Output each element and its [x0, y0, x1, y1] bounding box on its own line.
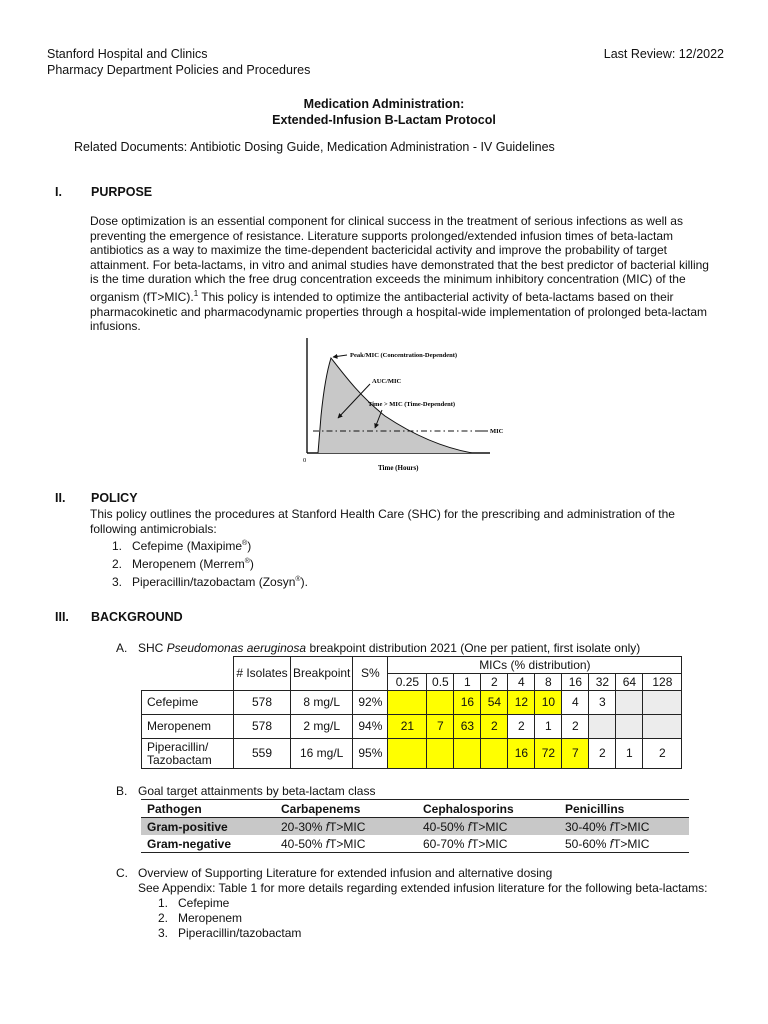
section-title: BACKGROUND [91, 610, 183, 624]
section-number: II. [55, 491, 66, 505]
table-row: Piperacillin/ Tazobactam 559 16 mg/L 95% 16 72 7 2 1 2 [142, 739, 682, 769]
background-c-section: C. Overview of Supporting Literature for extended infusion and alternative dosing See Appendix: Table 1 for more details regarding extended infusion literature for the following beta-lactams: 1. Cefepime 2. Meropenem 3. Piperacillin/tazobactam [116, 866, 716, 941]
list-item: 3. Piperacillin/tazobactam [158, 926, 302, 940]
section-policy-heading [55, 491, 138, 505]
table-row: Gram-positive 20-30% fT>MIC 40-50% fT>MIC 30-40% fT>MIC [141, 818, 689, 836]
table-row: Gram-negative 40-50% fT>MIC 60-70% fT>MIC 50-60% fT>MIC [141, 835, 689, 853]
list-item: 1. Cefepime (Maxipime®) [112, 539, 252, 554]
section-purpose-heading [55, 185, 152, 199]
section-title: POLICY [91, 491, 138, 505]
col-header: S% [353, 657, 388, 691]
background-a-caption: A. SHC Pseudomonas aeruginosa breakpoint distribution 2021 (One per patient, first isolate only) [116, 641, 641, 655]
mic-header-row: 0.25 0.5 1 2 4 8 16 32 64 128 [142, 674, 682, 691]
time-label: Time > MIC (Time-Dependent) [368, 401, 456, 408]
background-b-caption: B. Goal target attainments by beta-lactam class [116, 784, 376, 798]
organism-name: Pseudomonas aeruginosa [166, 641, 307, 655]
origin-label: 0 [303, 457, 307, 464]
policy-drug-list [112, 536, 720, 590]
literature-drug-list [158, 896, 716, 941]
x-axis-label: Time (Hours) [378, 464, 419, 472]
title-line-2: Extended-Infusion B-Lactam Protocol [272, 113, 496, 127]
related-documents: Related Documents: Antibiotic Dosing Guide, Medication Administration - IV Guidelines [74, 140, 555, 154]
list-item: 2. Meropenem [158, 911, 243, 925]
auc-label: AUC/MIC [372, 378, 402, 385]
table-row: Meropenem 578 2 mg/L 94% 21 7 63 2 2 1 2 [142, 715, 682, 739]
header-left [47, 46, 310, 78]
appendix-note: See Appendix: Table 1 for more details regarding extended infusion literature for the following beta-lactams: [138, 881, 708, 895]
peak-arrow [333, 355, 347, 357]
mic-label: MIC [490, 428, 504, 435]
col-header: MICs (% distribution) [388, 657, 682, 674]
org-name: Stanford Hospital and Clinics [47, 47, 208, 61]
purpose-paragraph: Dose optimization is an essential component for clinical success in the treatment of serious infections as well as preventing the emergence of resistance. Literature supports prolonged/extended infusion times of beta-lactam antibiotics as a way to maximize the time-dependent bactericidal activity and improve the probability of target attainment. For beta-lactams, in vitro and animal studies have demonstrated that the best predictor of bacterial killing is the time duration which the free drug concentration exceeds the minimum inhibitory concentration (MIC) of the organism (fT>MIC).$^1$ This policy is intended to optimize the antibacterial activity of beta-lactams based on their pharmacokinetic and pharmacodynamic properties through a hospital-wide implementation of prolonged beta-lactam infusions. [90, 214, 709, 334]
policy-paragraph: This policy outlines the procedures at Stanford Health Care (SHC) for the prescribing and administration of the following antimicrobials: 1. Cefepime (Maxipime®) 2. Meropenem (Merrem®) 3. Piperacillin/tazobactam (Zosyn®). [90, 507, 720, 590]
col-header: # Isolates [234, 657, 291, 691]
dept-name: Pharmacy Department Policies and Procedures [47, 63, 311, 77]
section-number: III. [55, 610, 69, 624]
doc-title [0, 96, 768, 128]
review-date: Last Review: 12/2022 [603, 47, 724, 61]
section-title: PURPOSE [91, 185, 153, 199]
col-header: Breakpoint [291, 657, 353, 691]
header-row: Pathogen Carbapenems Cephalosporins Penicillins [141, 800, 689, 818]
list-item: 2. Meropenem (Merrem®) [112, 557, 254, 572]
list-item: 3. Piperacillin/tazobactam (Zosyn®). [112, 575, 308, 590]
mic-distribution-table [141, 656, 682, 769]
title-line-1: Medication Administration: [303, 97, 465, 111]
goal-attainment-table [141, 799, 689, 853]
footnote-ref: 1 [193, 288, 199, 298]
section-background-heading [55, 610, 183, 624]
peak-label: Peak/MIC (Concentration-Dependent) [350, 352, 458, 359]
pk-pd-figure [290, 336, 510, 476]
section-number: I. [55, 185, 62, 199]
table-row: Cefepime 578 8 mg/L 92% 16 54 12 10 4 3 [142, 691, 682, 715]
list-item: 1. Cefepime [158, 896, 230, 910]
